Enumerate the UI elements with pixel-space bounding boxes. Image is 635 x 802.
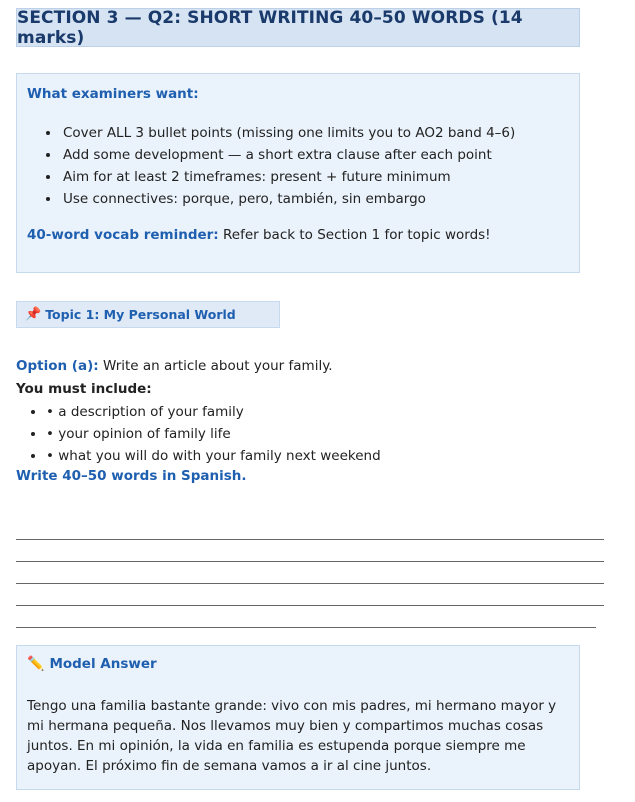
pushpin-icon: 📌 <box>25 307 42 322</box>
writing-line[interactable] <box>16 606 596 628</box>
task-bullet: • • your opinion of family life <box>46 424 616 444</box>
vocab-reminder <box>27 227 569 243</box>
task-bullets <box>16 402 616 466</box>
examiner-tip: • Cover ALL 3 bullet points (missing one limits you to AO2 band 4–6) <box>61 124 569 143</box>
option-line <box>16 356 616 376</box>
task-bullet: • • a description of your family <box>46 402 616 422</box>
examiner-tip: • Add some development — a short extra clause after each point <box>61 146 569 165</box>
writing-line[interactable] <box>16 584 604 606</box>
topic-tag <box>16 301 280 328</box>
model-answer-box <box>16 645 580 790</box>
model-answer-text: Tengo una familia bastante grande: vivo con mis padres, mi hermano mayor y mi hermana pequeña. Nos llevamos muy bien y compartimos muchas cosas juntos. En mi opinión, la vida en familia es estupenda porque siempre me apoyan. El próximo fin de semana vamos a ir al cine juntos. <box>27 698 557 774</box>
examiner-tips-list <box>27 124 569 209</box>
writing-line[interactable] <box>16 540 604 562</box>
option-label: Option (a): <box>16 358 99 374</box>
task-bullet: • • what you will do with your family next weekend <box>46 446 616 466</box>
model-answer-title: Model Answer <box>49 656 157 672</box>
option-text: Write an article about your family. <box>98 358 333 374</box>
pencil-icon: ✏️ <box>27 656 45 672</box>
answer-writing-area[interactable] <box>16 518 604 628</box>
section-title: SECTION 3 — Q2: SHORT WRITING 40–50 WORDS (14 marks) <box>16 8 580 47</box>
topic-label: Topic 1: My Personal World <box>45 307 236 322</box>
examiner-tips-box <box>16 73 580 273</box>
vocab-reminder-text: Refer back to Section 1 for topic words! <box>218 227 491 243</box>
word-count-instruction: Write 40–50 words in Spanish. <box>16 468 247 484</box>
examiner-tip: • Use connectives: porque, pero, también, sin embargo <box>61 190 569 209</box>
examiner-tips-title: What examiners want: <box>27 86 199 102</box>
examiner-tip: • Aim for at least 2 timeframes: present + future minimum <box>61 168 569 187</box>
writing-line[interactable] <box>16 562 604 584</box>
model-answer-heading <box>27 656 569 672</box>
must-include-label: You must include: <box>16 381 152 397</box>
task-prompt <box>16 356 616 484</box>
vocab-reminder-label: 40-word vocab reminder: <box>27 227 219 243</box>
writing-line[interactable] <box>16 518 604 540</box>
